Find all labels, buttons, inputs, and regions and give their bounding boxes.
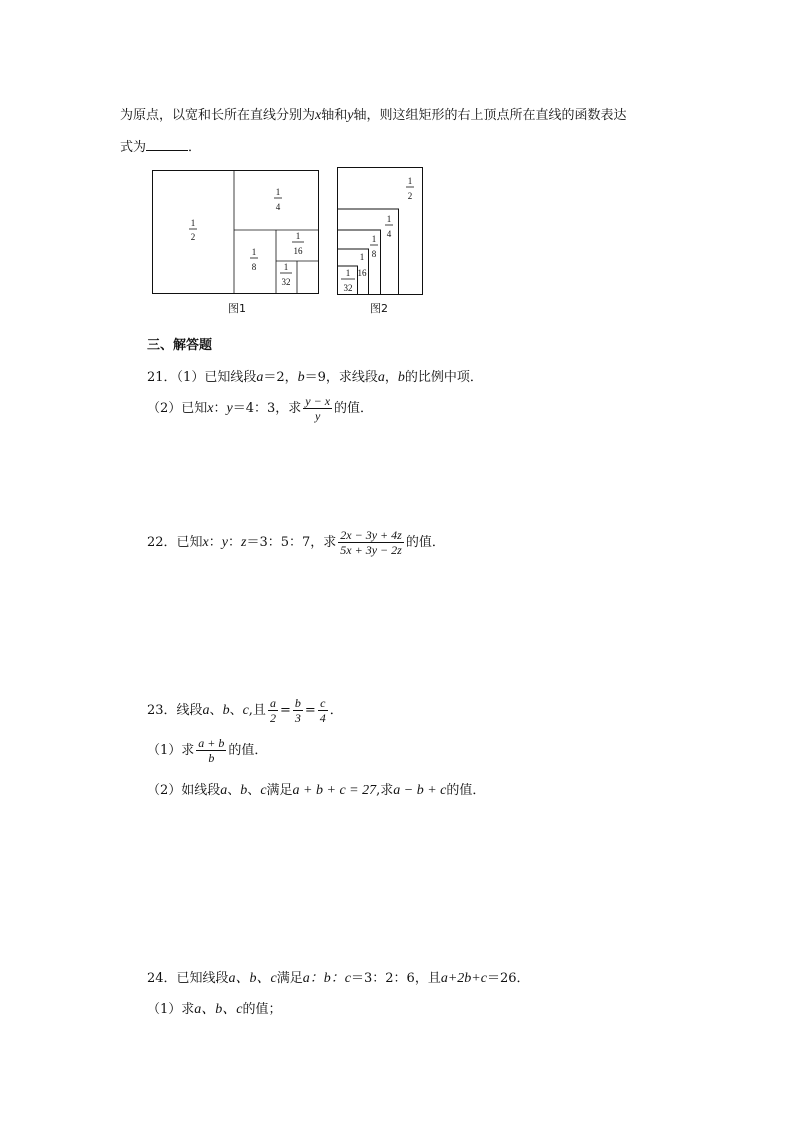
intro-text: 式为	[120, 140, 147, 155]
q22-text: 的值．	[405, 535, 445, 550]
fraction-denominator: b	[208, 751, 215, 765]
svg-text:16: 16	[357, 268, 367, 278]
q24-ratio-vars: a：b：c	[302, 971, 351, 986]
figure-2	[335, 165, 427, 297]
q23-p1-fraction	[196, 736, 226, 765]
svg-text:2: 2	[407, 191, 413, 201]
svg-text:8: 8	[371, 249, 377, 259]
q21-text: 21．（1）已知线段	[147, 370, 257, 385]
fig1-label-sixteenth	[292, 231, 304, 256]
svg-text:1: 1	[275, 187, 281, 197]
q21-text: （2）已知	[147, 401, 208, 416]
var-a: a	[377, 370, 385, 385]
svg-text:32: 32	[281, 277, 291, 287]
q23-text: 的值．	[228, 743, 268, 758]
fig1-outer-rect	[153, 171, 319, 294]
q24-vars: a、b、c	[228, 971, 277, 986]
q23-text: 的值．	[446, 783, 486, 798]
q23-text: 、	[229, 703, 243, 718]
fraction-denominator: 4	[319, 711, 326, 725]
svg-text:4: 4	[275, 202, 281, 212]
fraction-denominator: 3	[294, 711, 301, 725]
var-x: x	[202, 535, 209, 550]
fraction-denominator: 5x + 3y − 2z	[340, 543, 402, 557]
q21-part1	[147, 366, 483, 386]
q23-text: ．	[329, 703, 343, 718]
q23-text: （2）如线段	[147, 783, 221, 798]
svg-text:1: 1	[283, 262, 289, 272]
var-c: c	[242, 703, 249, 718]
intro-text: 轴，则这组矩形的右上顶点所在直线的函数表达	[353, 108, 627, 123]
var-x: x	[315, 108, 322, 123]
fraction-numerator: c	[318, 696, 328, 711]
q23-expression: a − b + c	[393, 783, 447, 798]
fraction-numerator: 2x − 3y + 4z	[340, 528, 402, 542]
q24-text: 的值；	[242, 1002, 282, 1017]
q24-vars: a、b、c	[194, 1002, 243, 1017]
q22	[147, 528, 445, 557]
fig1-label-half	[189, 218, 197, 242]
svg-text:1: 1	[190, 218, 196, 228]
fig1-label-quarter	[274, 187, 282, 212]
q23-part2	[147, 779, 485, 799]
intro-line-2	[120, 136, 201, 155]
svg-text:1: 1	[359, 252, 365, 262]
fig2-label-half	[406, 176, 414, 201]
answer-blank[interactable]	[146, 138, 188, 151]
var-y: y	[226, 401, 233, 416]
figure-1-caption: 图1	[228, 302, 246, 315]
q24-text: 24．已知线段	[147, 971, 229, 986]
q23-equation: a + b + c = 27	[292, 783, 377, 798]
q23-text: ,求	[376, 783, 394, 798]
q23-text: 、	[227, 783, 241, 798]
figure-2-caption: 图2	[370, 302, 388, 315]
q21-fraction	[303, 394, 332, 423]
q21-text: ＝9，求线段	[304, 370, 378, 385]
q24	[147, 967, 529, 987]
var-b: b	[240, 783, 248, 798]
fig1-label-eighth	[250, 247, 258, 272]
intro-text: ．	[188, 140, 202, 155]
fig2-label-sixteenth	[358, 252, 368, 278]
svg-text:16: 16	[293, 246, 303, 256]
svg-text:1: 1	[251, 247, 257, 257]
svg-text:1: 1	[345, 268, 351, 278]
q23-text: 、	[247, 783, 261, 798]
intro-text: 为原点，以宽和长所在直线分别为	[120, 108, 316, 123]
var-a: a	[202, 703, 210, 718]
var-a: a	[220, 783, 228, 798]
intro-line-1	[120, 104, 626, 124]
var-b: b	[297, 370, 305, 385]
q21-text: 的值．	[334, 401, 374, 416]
fig2-label-quarter	[385, 214, 393, 239]
q22-text: ：	[208, 535, 222, 550]
q23-fraction-a	[268, 696, 278, 725]
q21-text: ＝2，	[263, 370, 298, 385]
fraction-denominator: 2	[269, 711, 276, 725]
svg-text:1: 1	[295, 231, 301, 241]
q21-text: 的比例中项．	[404, 370, 483, 385]
q23-part1	[147, 736, 267, 765]
q24-part1	[147, 998, 282, 1018]
fig2-label-thirtysecond	[341, 268, 355, 293]
q23-text: （1）求	[147, 743, 195, 758]
var-b: b	[222, 703, 230, 718]
q21-text: ＝4：3，求	[232, 401, 302, 416]
fraction-numerator: y − x	[305, 394, 331, 408]
svg-text:32: 32	[343, 283, 353, 293]
q22-text: ＝3：5：7，求	[246, 535, 337, 550]
q21-text: ，	[384, 370, 398, 385]
var-z: z	[241, 535, 247, 550]
q21-text: ：	[213, 401, 227, 416]
svg-text:1: 1	[386, 214, 392, 224]
var-a: a	[256, 370, 264, 385]
q23	[147, 696, 343, 725]
q23-text: =	[304, 703, 316, 718]
figure-1	[150, 168, 322, 296]
fig2-label-eighth	[370, 234, 378, 259]
q23-text: 满足	[266, 783, 293, 798]
var-c: c	[260, 783, 267, 798]
var-b: b	[397, 370, 405, 385]
svg-text:8: 8	[251, 262, 257, 272]
q22-fraction	[338, 528, 404, 557]
svg-text:1: 1	[407, 176, 413, 186]
fig1-label-thirtysecond	[280, 262, 292, 287]
q24-text: （1）求	[147, 1002, 195, 1017]
q22-text: ：	[228, 535, 242, 550]
q24-condition: a+2b+c	[440, 971, 487, 986]
var-y: y	[347, 108, 354, 123]
intro-text: 轴和	[321, 108, 348, 123]
q23-fraction-b	[293, 696, 303, 725]
q23-text: =	[279, 703, 291, 718]
q23-text: ,且	[248, 703, 266, 718]
section-heading: 三、解答题	[147, 338, 213, 353]
fraction-numerator: a	[269, 696, 276, 710]
q23-text: 、	[209, 703, 223, 718]
var-y: y	[221, 535, 228, 550]
q21-part2	[147, 394, 373, 423]
q23-text: 23．线段	[147, 703, 203, 718]
q23-fraction-c	[318, 696, 328, 725]
var-x: x	[207, 401, 214, 416]
q24-text: 满足	[276, 971, 303, 986]
svg-text:2: 2	[190, 232, 196, 242]
q22-text: 22．已知	[147, 535, 203, 550]
fraction-numerator: b	[294, 696, 301, 710]
q24-text: ＝3：2：6，且	[351, 971, 441, 986]
fraction-denominator: y	[314, 409, 321, 423]
svg-text:1: 1	[371, 234, 377, 244]
q24-text: ＝26．	[486, 971, 530, 986]
svg-text:4: 4	[386, 229, 392, 239]
fraction-numerator: a + b	[198, 736, 225, 750]
